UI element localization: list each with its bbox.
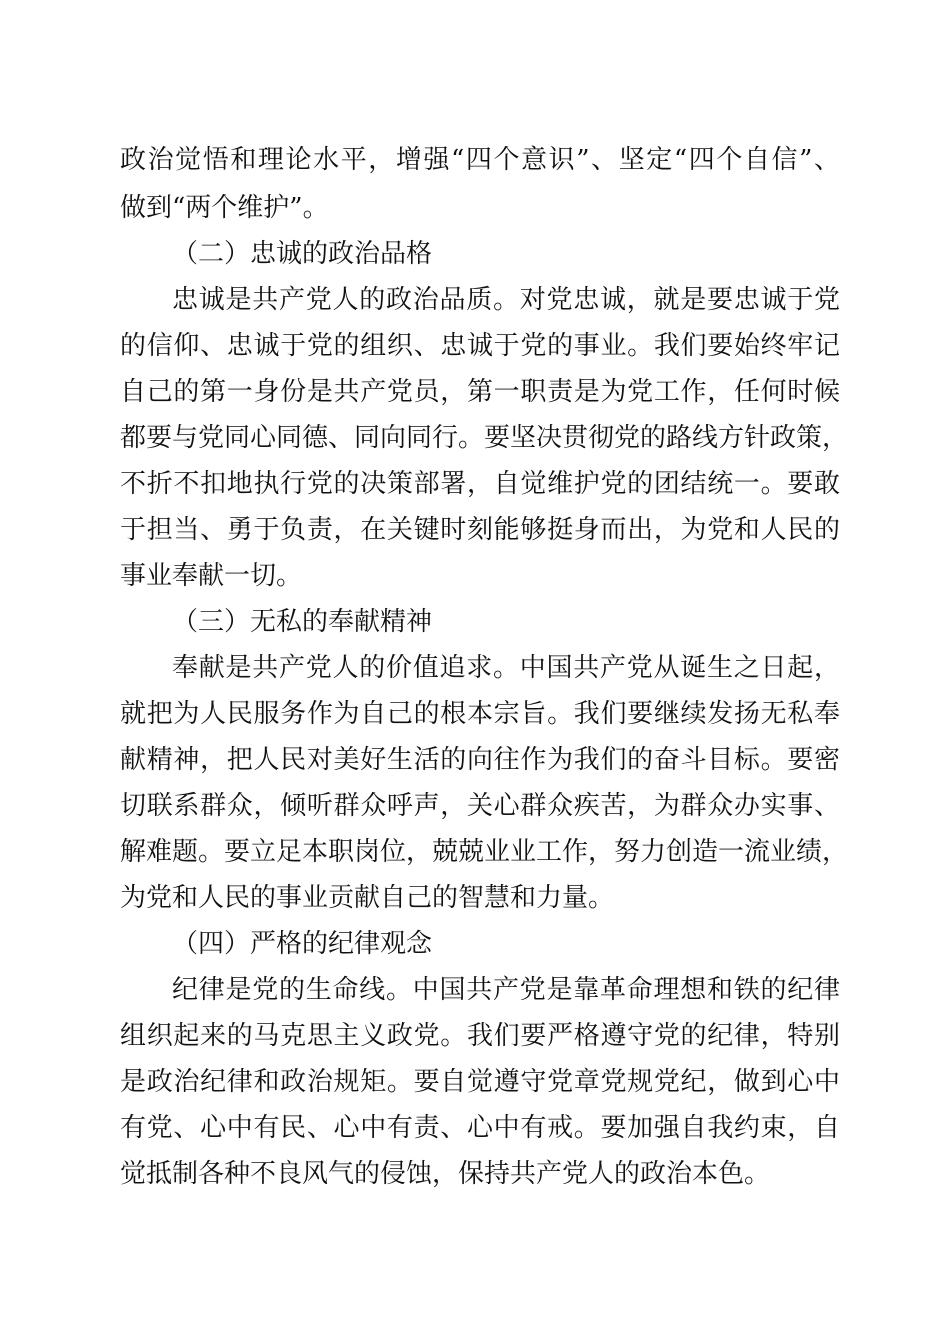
paragraph-line: 切联系群众，倾听群众呼声，关心群众疾苦，为群众办实事、 (120, 791, 840, 821)
paragraph-line: 献精神，把人民对美好生活的向往作为我们的奋斗目标。要密 (120, 745, 840, 775)
intro-line: 做到“两个维护”。 (120, 193, 329, 223)
paragraph-line: 奉献是共产党人的价值追求。中国共产党从诞生之日起， (172, 653, 840, 683)
paragraph-line: 自己的第一身份是共产党员，第一职责是为党工作，任何时候 (120, 377, 840, 407)
paragraph-line: 为党和人民的事业贡献自己的智慧和力量。 (120, 883, 615, 913)
paragraph-line: 忠诚是共产党人的政治品质。对党忠诚，就是要忠诚于党 (172, 285, 840, 315)
intro-line: 政治觉悟和理论水平，增强“四个意识”、坚定“四个自信”、 (120, 145, 840, 175)
paragraph-line: 有党、心中有民、心中有责、心中有戒。要加强自我约束，自 (120, 1113, 840, 1143)
paragraph-line: 事业奉献一切。 (120, 561, 303, 591)
paragraph-line: 的信仰、忠诚于党的组织、忠诚于党的事业。我们要始终牢记 (120, 331, 840, 361)
section-heading: （二）忠诚的政治品格 (172, 239, 433, 269)
section-heading: （三）无私的奉献精神 (172, 607, 433, 637)
paragraph-line: 觉抵制各种不良风气的侵蚀，保持共产党人的政治本色。 (120, 1159, 771, 1189)
section-heading: （四）严格的纪律观念 (172, 929, 433, 959)
paragraph-line: 都要与党同心同德、同向同行。要坚决贯彻党的路线方针政策， (120, 423, 849, 453)
paragraph-line: 纪律是党的生命线。中国共产党是靠革命理想和铁的纪律 (172, 975, 840, 1005)
paragraph-line: 解难题。要立足本职岗位，兢兢业业工作，努力创造一流业绩， (120, 837, 849, 867)
paragraph-line: 组织起来的马克思主义政党。我们要严格遵守党的纪律，特别 (120, 1021, 840, 1051)
paragraph-line: 于担当、勇于负责，在关键时刻能够挺身而出，为党和人民的 (120, 515, 840, 545)
paragraph-line: 是政治纪律和政治规矩。要自觉遵守党章党规党纪，做到心中 (120, 1067, 840, 1097)
paragraph-line: 就把为人民服务作为自己的根本宗旨。我们要继续发扬无私奉 (120, 699, 840, 729)
paragraph-line: 不折不扣地执行党的决策部署，自觉维护党的团结统一。要敢 (120, 469, 840, 499)
